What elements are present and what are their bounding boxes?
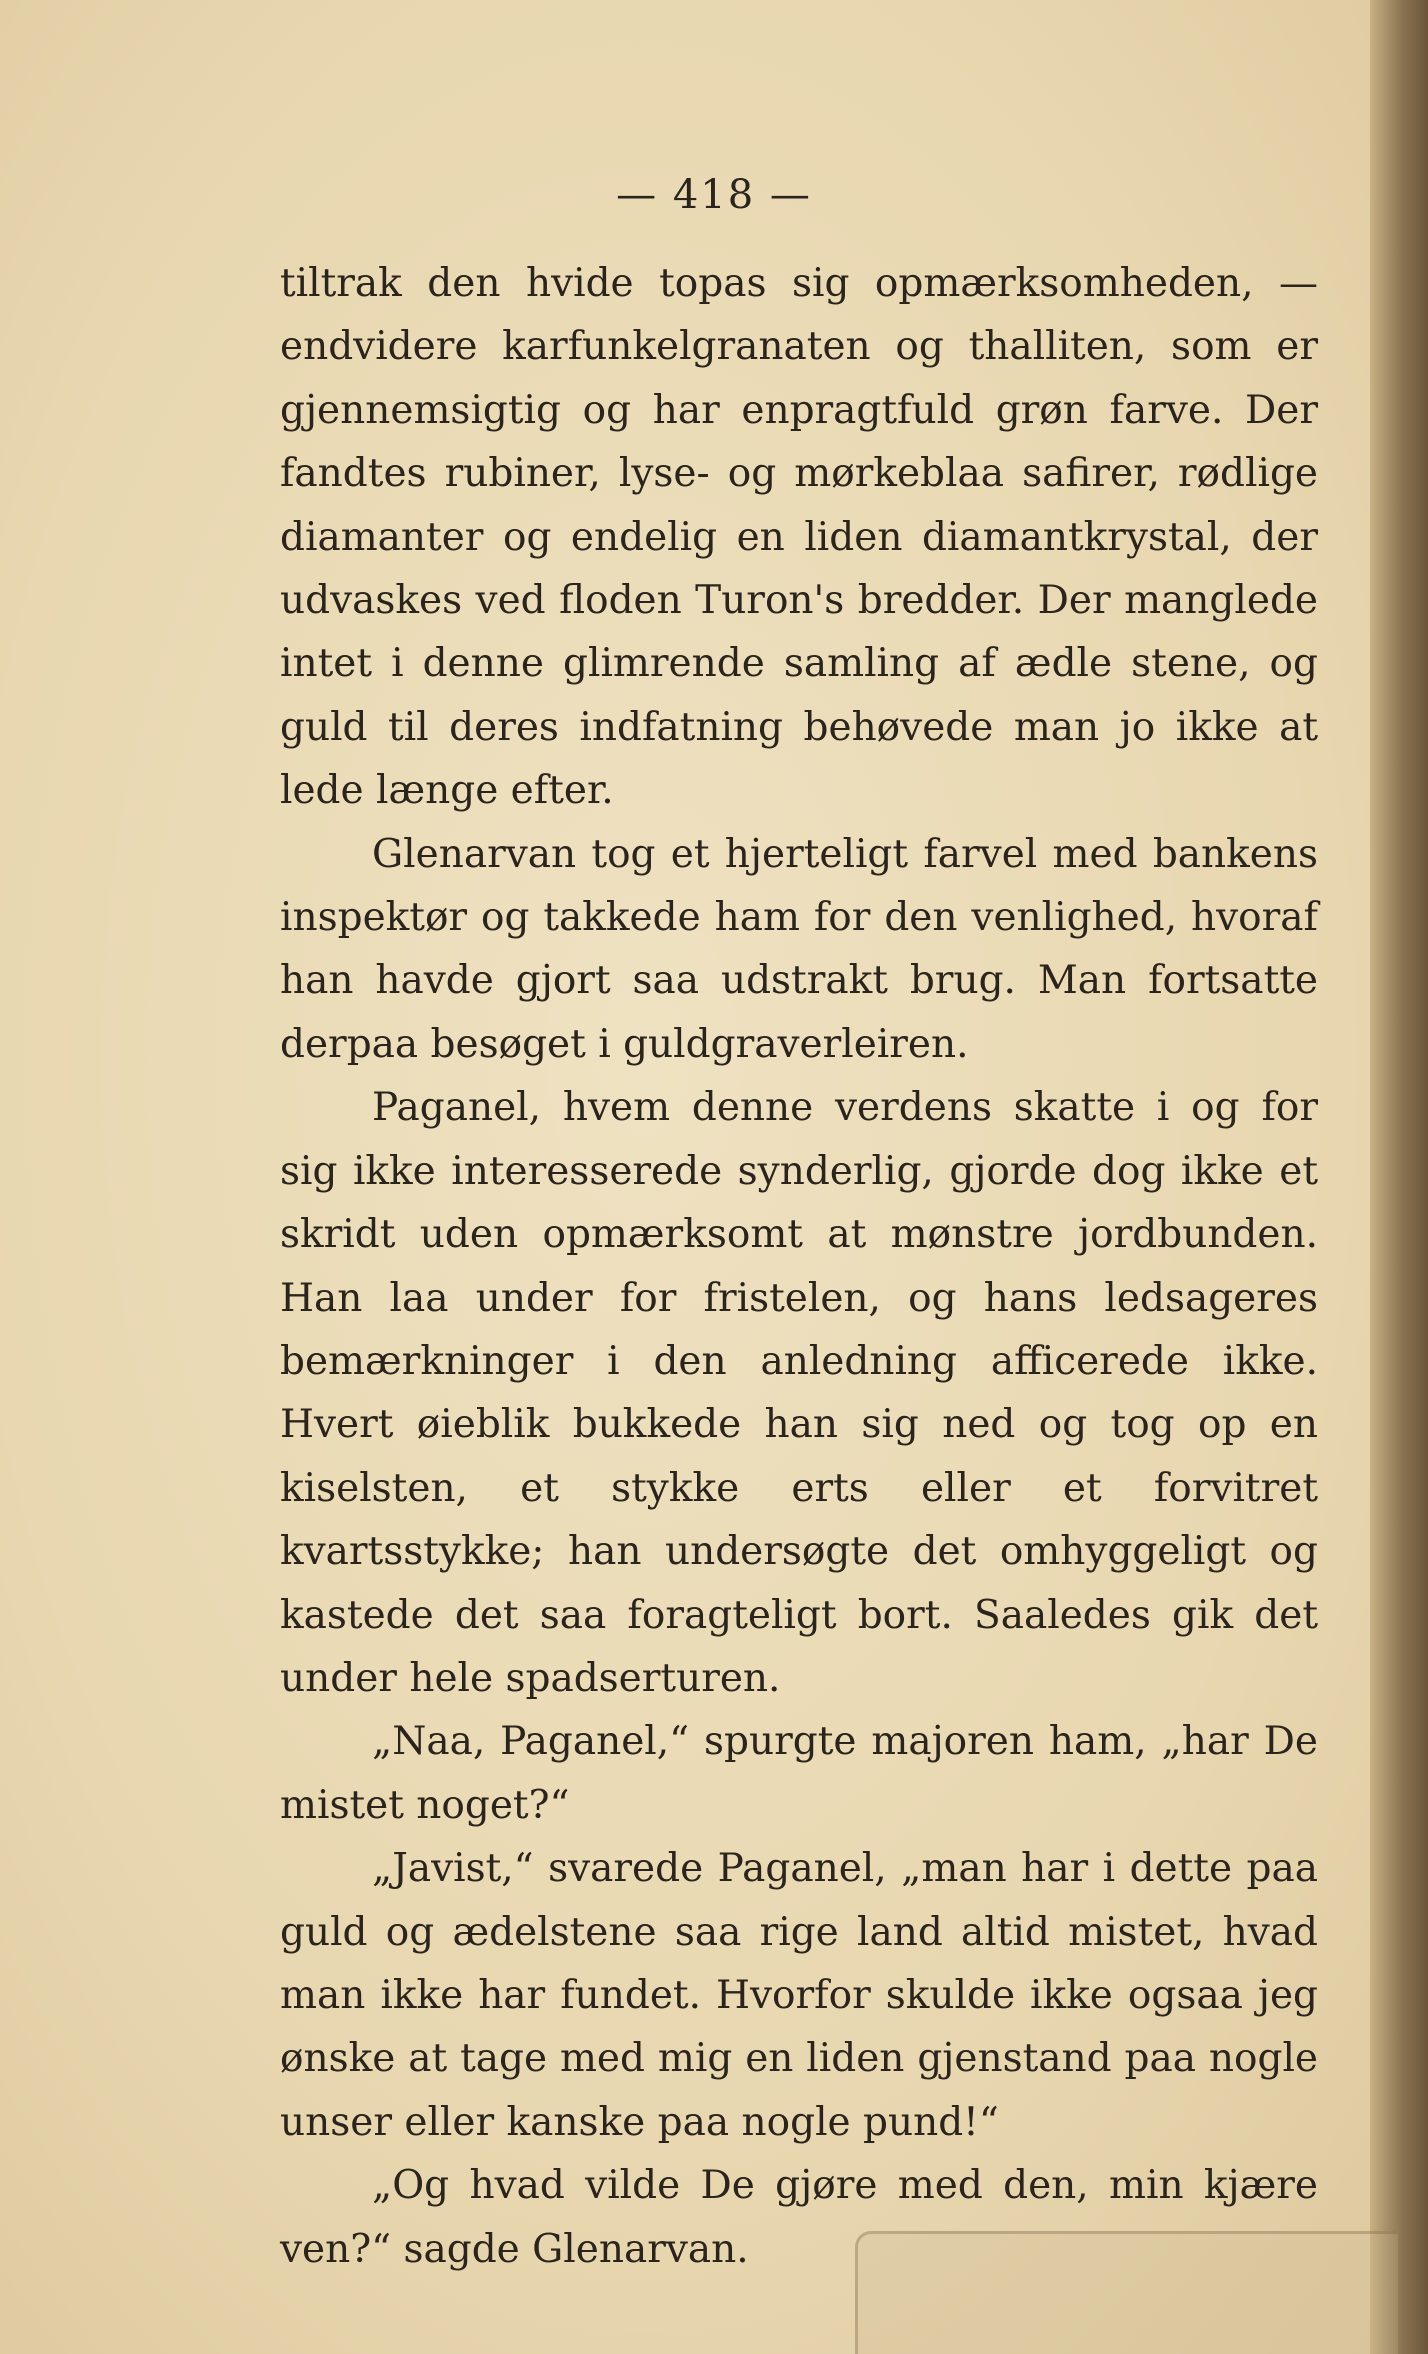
body-text [280, 252, 1318, 2281]
paragraph-5: „Javist,“ svarede Paganel, „man har i dette paa guld og ædelstene saa rige land altid mistet, hvad man ikke har fundet. Hvorfor skulde ikke ogsaa jeg ønske at tage med mig en liden gjenstand paa nogle unser eller kanske paa nogle pund!“ [280, 1846, 1318, 2145]
paragraph-3: Paganel, hvem denne verdens skatte i og for sig ikke interesserede synderlig, gjorde dog ikke et skridt uden opmærksomt at mønstre jordbunden. Han laa under for fristelen, og hans ledsageres bemærkninger i den anledning afficerede ikke. Hvert øieblik bukkede han sig ned og tog op en kiselsten, et stykke erts eller et forvitret kvartsstykke; han undersøgte det omhyggeligt og kastede det saa foragteligt bort. Saaledes gik det under hele spadserturen. [280, 1085, 1318, 1701]
paragraph-1: tiltrak den hvide topas sig opmærksomheden, — endvidere karfunkelgranaten og thalliten, som er gjennemsigtig og har enpragtfuld grøn farve. Der fandtes rubiner, lyse- og mørkeblaa safirer, rødlige diamanter og endelig en liden diamantkrystal, der udvaskes ved floden Turon's bredder. Der manglede intet i denne glimrende samling af ædle stene, og guld til deres indfatning behøvede man jo ikke at lede længe efter. [280, 261, 1318, 814]
paragraph-4: „Naa, Paganel,“ spurgte majoren ham, „har De mistet noget?“ [280, 1719, 1318, 1828]
page-number: — 418 — [616, 172, 812, 218]
page-edge [1370, 0, 1428, 2354]
paragraph-6: „Og hvad vilde De gjøre med den, min kjære ven?“ sagde Glenarvan. [280, 2163, 1318, 2272]
paragraph-2: Glenarvan tog et hjerteligt farvel med bankens inspektør og takkede ham for den venlighed, hvoraf han havde gjort saa udstrakt brug. Man fortsatte derpaa besøget i guldgraverleiren. [280, 831, 1318, 1067]
